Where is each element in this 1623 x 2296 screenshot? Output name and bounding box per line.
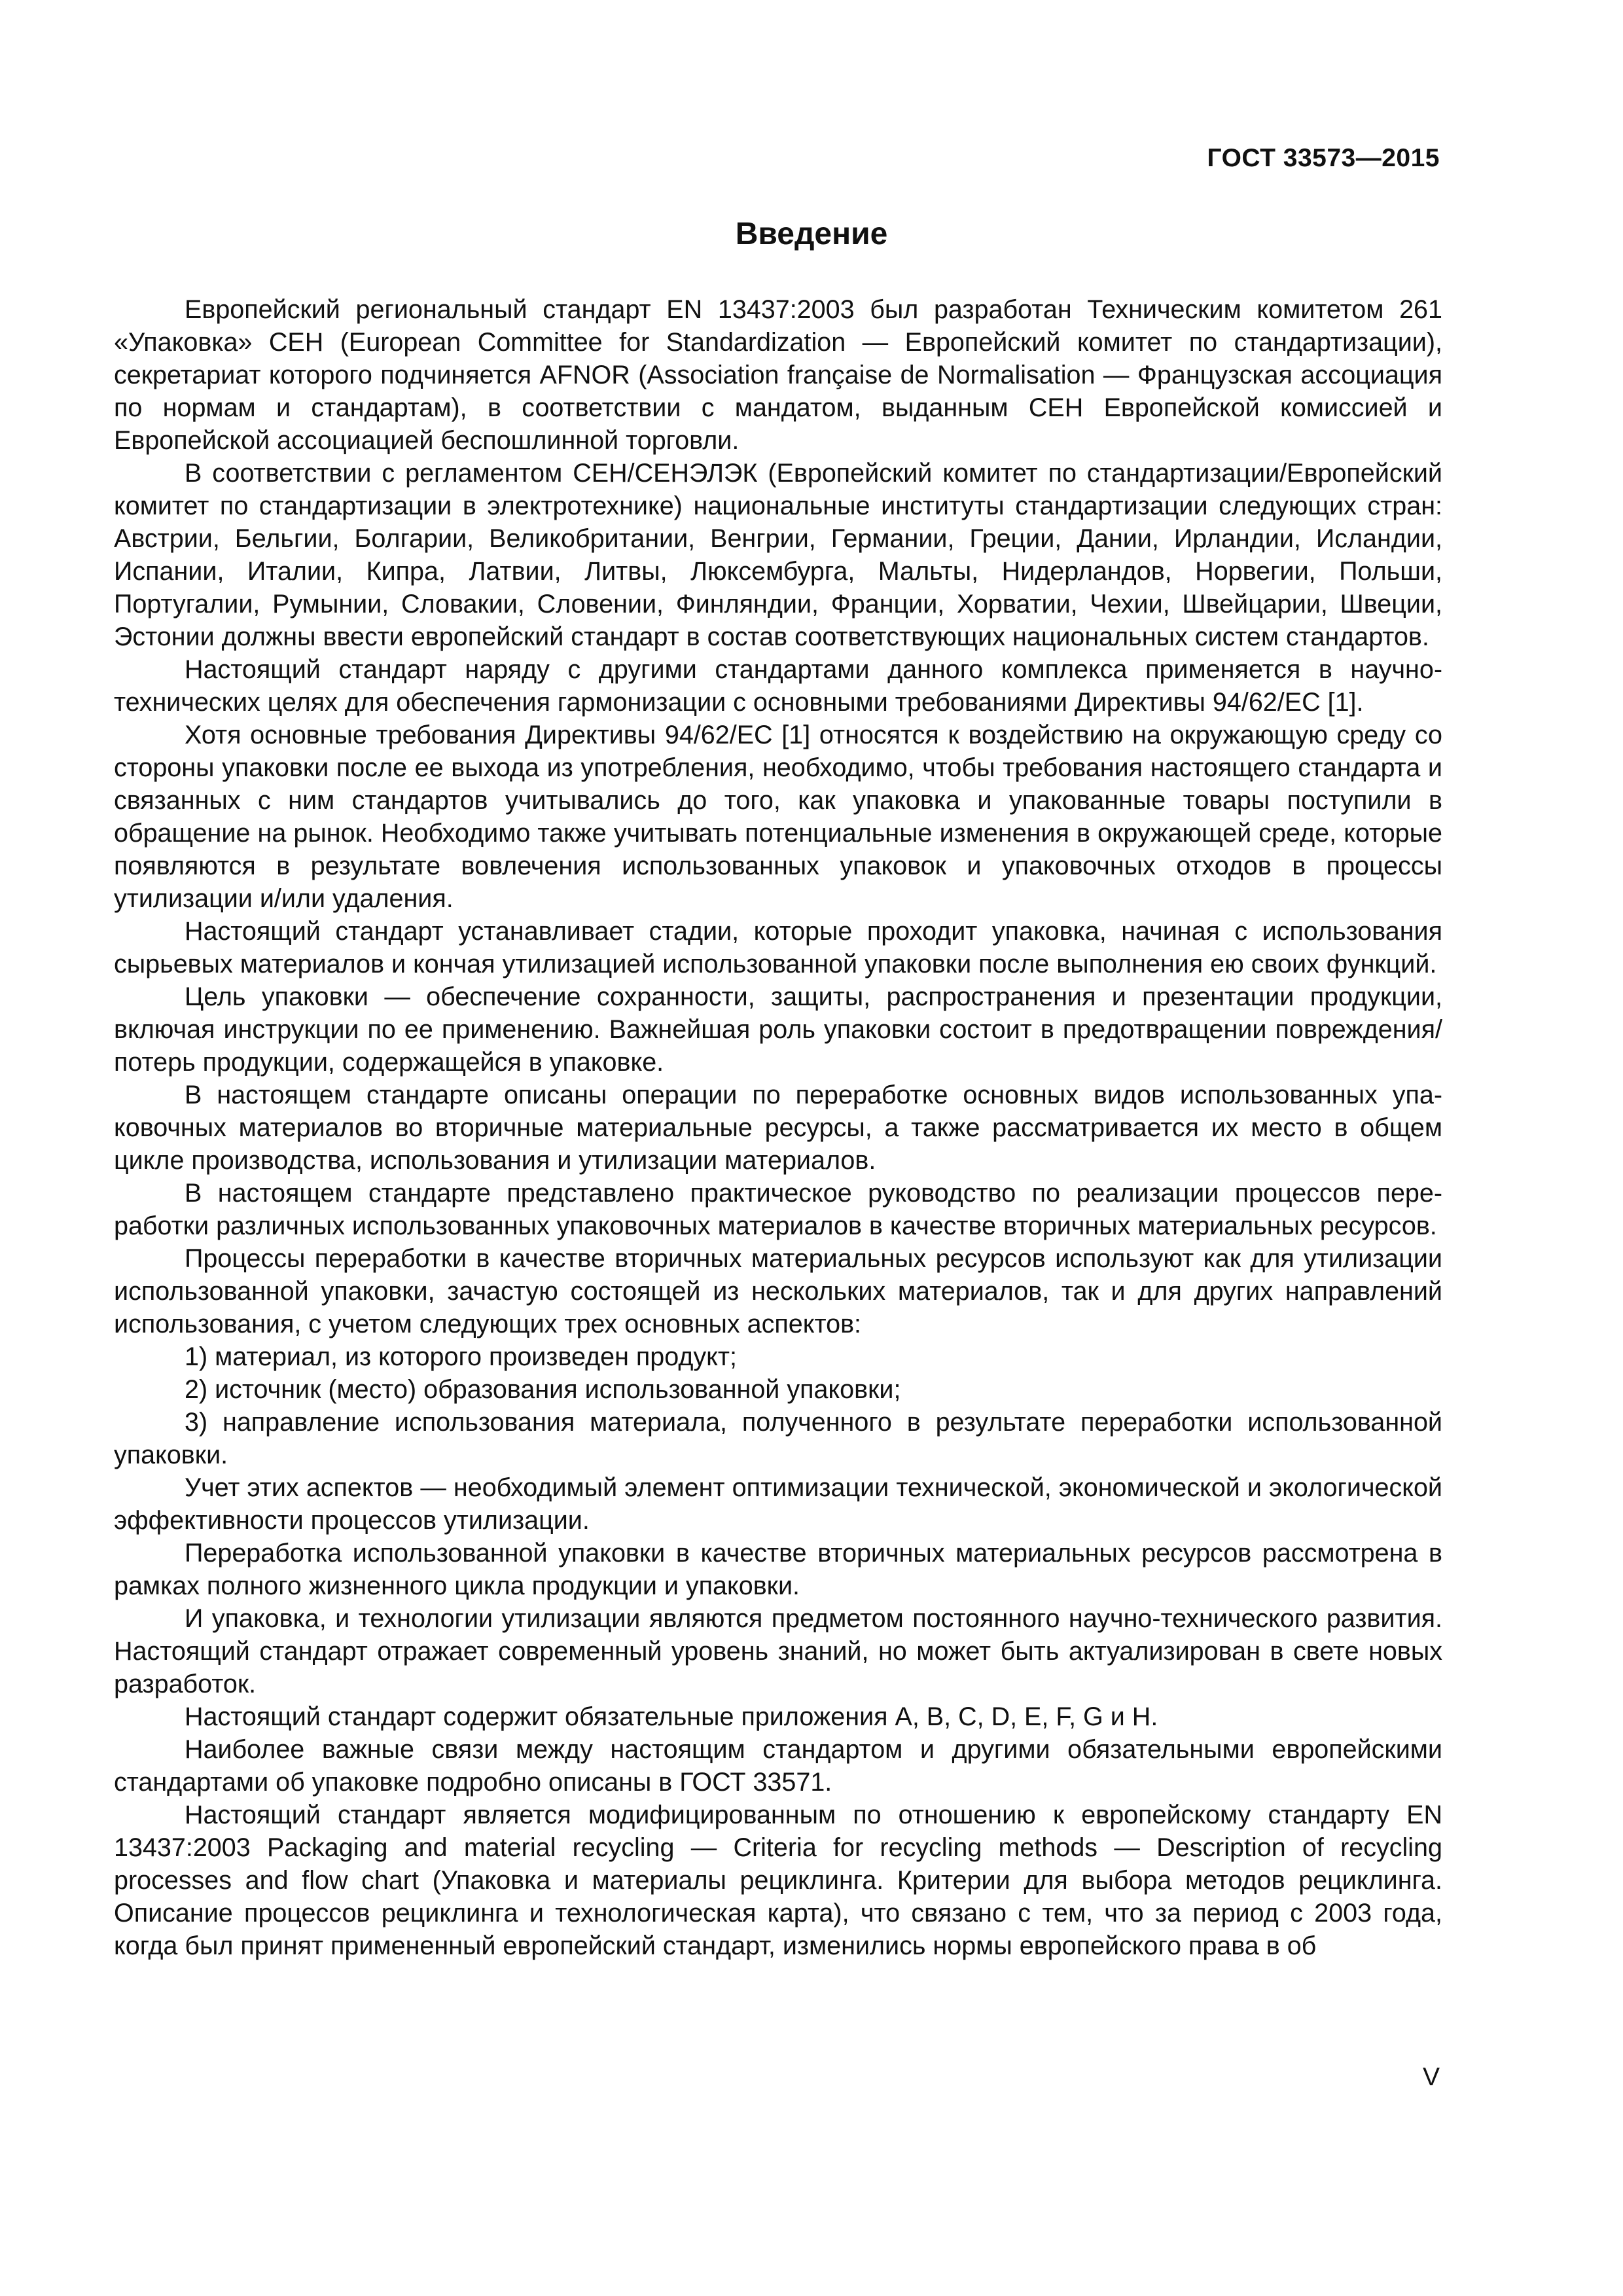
list-item: 1) материал, из которого произведен продукт; <box>185 1342 737 1371</box>
paragraph: Переработка использованной упаковки в качестве вторичных материальных ресурсов рассмотрена в рамках полного жизненного цикла продукции и упаковки. <box>114 1539 1442 1600</box>
list-item: 2) источник (место) образования использованной упаковки; <box>185 1375 901 1404</box>
paragraph: Процессы переработки в качестве вторичных материальных ресурсов используют как для утилизации использованной упаковки, зачастую состоящей из нескольких материалов, так и для других направлений использования, с учетом следующих трех основных аспектов: <box>114 1244 1442 1338</box>
page-number: V <box>1422 2063 1440 2091</box>
document-header: ГОСТ 33573—2015 <box>1207 144 1440 172</box>
body-text <box>114 293 1442 1962</box>
paragraph: В настоящем стандарте описаны операции по переработке основных видов использованных упаковочных материалов во вторичные материальные ресурсы, а также рассматривается их место в общем цикле производства, использования и утилизации материалов. <box>114 1081 1442 1175</box>
paragraph: И упаковка, и технологии утилизации являются предметом постоянного научно-технического развития. Настоящий стандарт отражает современный уровень знаний, но может быть актуализирован в свете новых разработок. <box>114 1604 1442 1698</box>
paragraph: Учет этих аспектов — необходимый элемент оптимизации технической, экономической и экологической эффективности процессов утилизации. <box>114 1473 1442 1535</box>
paragraph: Наиболее важные связи между настоящим стандартом и другими обязательными европейскими стандартами об упаковке подробно описаны в ГОСТ 33571. <box>114 1735 1442 1797</box>
paragraph: Настоящий стандарт наряду с другими стандартами данного комплекса применяется в научно-технических целях для обеспечения гармонизации с основными требованиями Директивы 94/62/ЕС [1]. <box>114 655 1442 717</box>
page-title: Введение <box>735 217 888 251</box>
paragraph: Настоящий стандарт устанавливает стадии, которые проходит упаковка, начиная с использования сырьевых материалов и кончая утилизацией использованной упаковки после выполнения ею своих функций. <box>114 917 1442 978</box>
list-item: 3) направление использования материала, полученного в результате переработки использованной упаковки. <box>114 1408 1442 1469</box>
paragraph: Европейский региональный стандарт EN 13437:2003 был разработан Техническим комитетом 261 «Упаковка» CEH (European Committee for Standardization — Европейский комитет по стандартизации), секретариат которого подчиняется AFNOR (Association française de Normalisation — Французская ассоциация по нормам и стандартам), в соответствии с мандатом, выданным СЕН Европейской комиссией и Европейской ассоциацией беспошлинной торговли. <box>114 295 1442 455</box>
paragraph: Цель упаковки — обеспечение сохранности, защиты, распространения и презентации продукции, включая инструкции по ее применению. Важнейшая роль упаковки состоит в предотвращении повреждения/потерь продукции, содержащейся в упаковке. <box>114 982 1442 1077</box>
paragraph: Настоящий стандарт является модифицированным по отношению к европейскому стандарту EN 13437:2003 Packaging and material recycling — Criteria for recycling methods — Description of recycling processes and flow chart (Упаковка и материалы рециклинга. Критерии для выбора методов рециклинга. Описание процессов рециклинга и технологическая карта), что связано с тем, что за период с 2003 года, когда был принят примененный европейский стандарт, изменились нормы европейского права в об <box>114 1801 1442 1960</box>
paragraph: Хотя основные требования Директивы 94/62/ЕС [1] относятся к воздействию на окружающую среду со стороны упаковки после ее выхода из употребления, необходимо, чтобы требования настоящего стандарта и связанных с ним стандартов учитывались до того, как упаковка и упакованные товары поступили в обращение на рынок. Необходимо также учитывать потенциальные изменения в окружающей среде, которые появляются в результате вовлечения использованных упаковок и упаковочных отходов в процессы утилизации и/или удаления. <box>114 721 1442 913</box>
paragraph: Настоящий стандарт содержит обязательные приложения А, В, С, D, E, F, G и Н. <box>185 1702 1158 1731</box>
paragraph: В соответствии с регламентом СЕН/СЕНЭЛЭК (Европейский комитет по стандартизации/Европейский комитет по стандартизации в электротехнике) национальные институты стандартизации следующих стран: Австрии, Бельгии, Болгарии, Великобритании, Венгрии, Германии, Греции, Дании, Ирландии, Исландии, Испании, Италии, Кипра, Латвии, Литвы, Люксембурга, Мальты, Нидерландов, Норвегии, Польши, Португалии, Румынии, Словакии, Словении, Финляндии, Франции, Хорватии, Чехии, Швейцарии, Швеции, Эстонии должны ввести европейский стандарт в состав соответствующих национальных систем стандартов. <box>114 459 1442 651</box>
paragraph: В настоящем стандарте представлено практическое руководство по реализации процессов переработки различных использованных упаковочных материалов в качестве вторичных материальных ресурсов. <box>114 1179 1442 1240</box>
